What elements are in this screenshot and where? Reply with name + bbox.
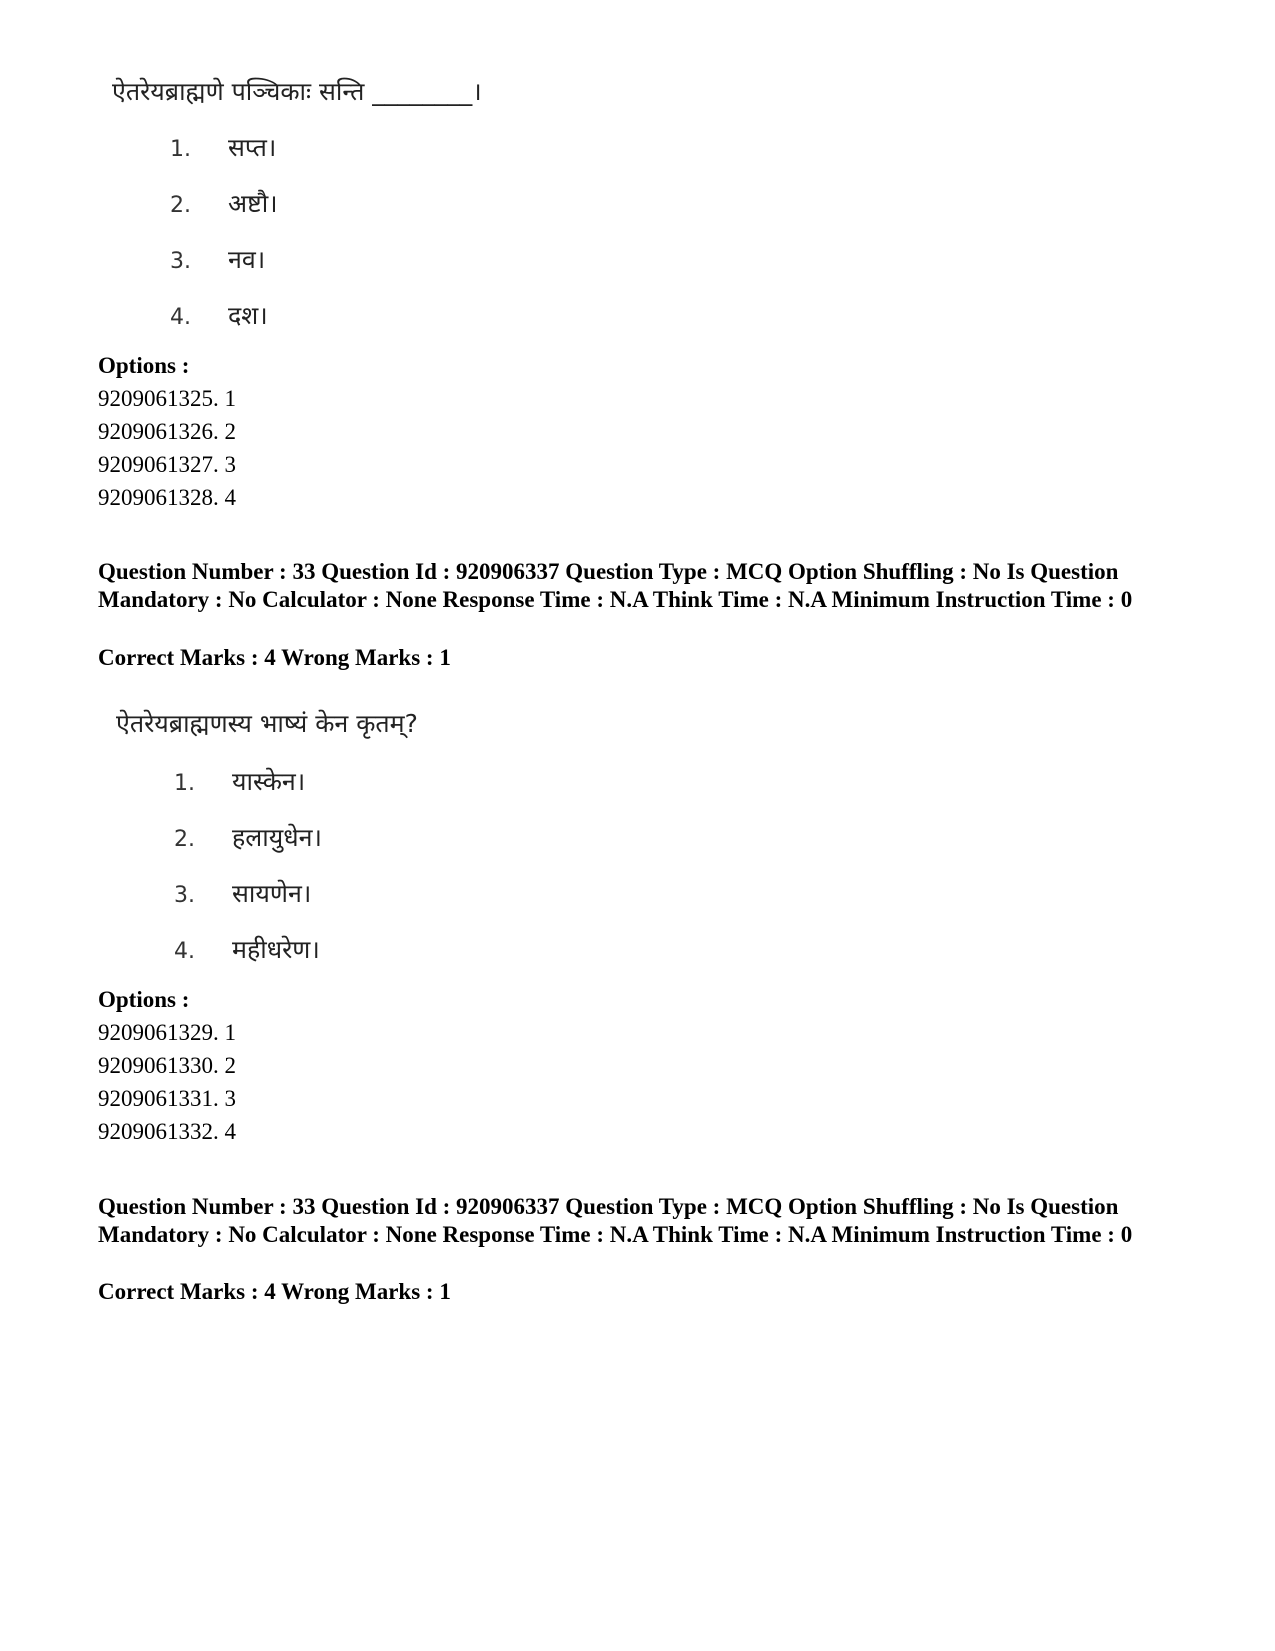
choice-text: अष्टौ।	[228, 189, 278, 218]
question-choice	[170, 186, 278, 220]
question-choice	[170, 298, 268, 332]
question-choice	[174, 932, 320, 966]
question-marks: Correct Marks : 4 Wrong Marks : 1	[98, 1279, 451, 1304]
choice-text: यास्केन।	[232, 767, 306, 796]
choice-text: हलायुधेन।	[232, 823, 322, 852]
choice-number: 1.	[170, 137, 191, 162]
question-choice	[174, 820, 322, 854]
option-line: 9209061330. 2	[98, 1053, 236, 1078]
choice-number: 4.	[174, 939, 195, 964]
options-heading: Options :	[98, 987, 190, 1012]
choice-number: 1.	[174, 771, 195, 796]
question-stem: ऐतरेयब्राह्मणे पञ्चिकाः सन्ति ________।	[112, 77, 482, 106]
option-line: 9209061327. 3	[98, 452, 236, 477]
choice-text: सायणेन।	[232, 879, 312, 908]
choice-text: दश।	[228, 301, 268, 330]
question-stem: ऐतरेयब्राह्मणस्य भाष्यं केन कृतम्?	[116, 709, 418, 738]
choice-number: 2.	[174, 827, 195, 852]
question-choice	[170, 130, 276, 164]
choice-number: 4.	[170, 305, 191, 330]
choice-number: 2.	[170, 193, 191, 218]
option-line: 9209061329. 1	[98, 1020, 236, 1045]
question-meta: Question Number : 33 Question Id : 920906337 Question Type : MCQ Option Shuffling : No Is Question Mandatory : No Calculator : None Response Time : N.A Think Time : N.A Minimum Instruction Time : 0	[98, 559, 1133, 612]
choice-number: 3.	[174, 883, 195, 908]
option-line: 9209061325. 1	[98, 386, 236, 411]
question-choice	[174, 876, 311, 910]
option-line: 9209061332. 4	[98, 1119, 236, 1144]
question-marks: Correct Marks : 4 Wrong Marks : 1	[98, 645, 451, 670]
question-choice	[174, 764, 305, 798]
choice-number: 3.	[170, 249, 191, 274]
choice-text: महीधरेण।	[232, 935, 320, 964]
option-line: 9209061328. 4	[98, 485, 236, 510]
question-meta: Question Number : 33 Question Id : 920906337 Question Type : MCQ Option Shuffling : No Is Question Mandatory : No Calculator : None Response Time : N.A Think Time : N.A Minimum Instruction Time : 0	[98, 1194, 1133, 1247]
choice-text: सप्त।	[228, 133, 277, 162]
choice-text: नव।	[228, 245, 266, 274]
question-choice	[170, 242, 265, 276]
option-line: 9209061326. 2	[98, 419, 236, 444]
option-line: 9209061331. 3	[98, 1086, 236, 1111]
options-heading: Options :	[98, 353, 190, 378]
